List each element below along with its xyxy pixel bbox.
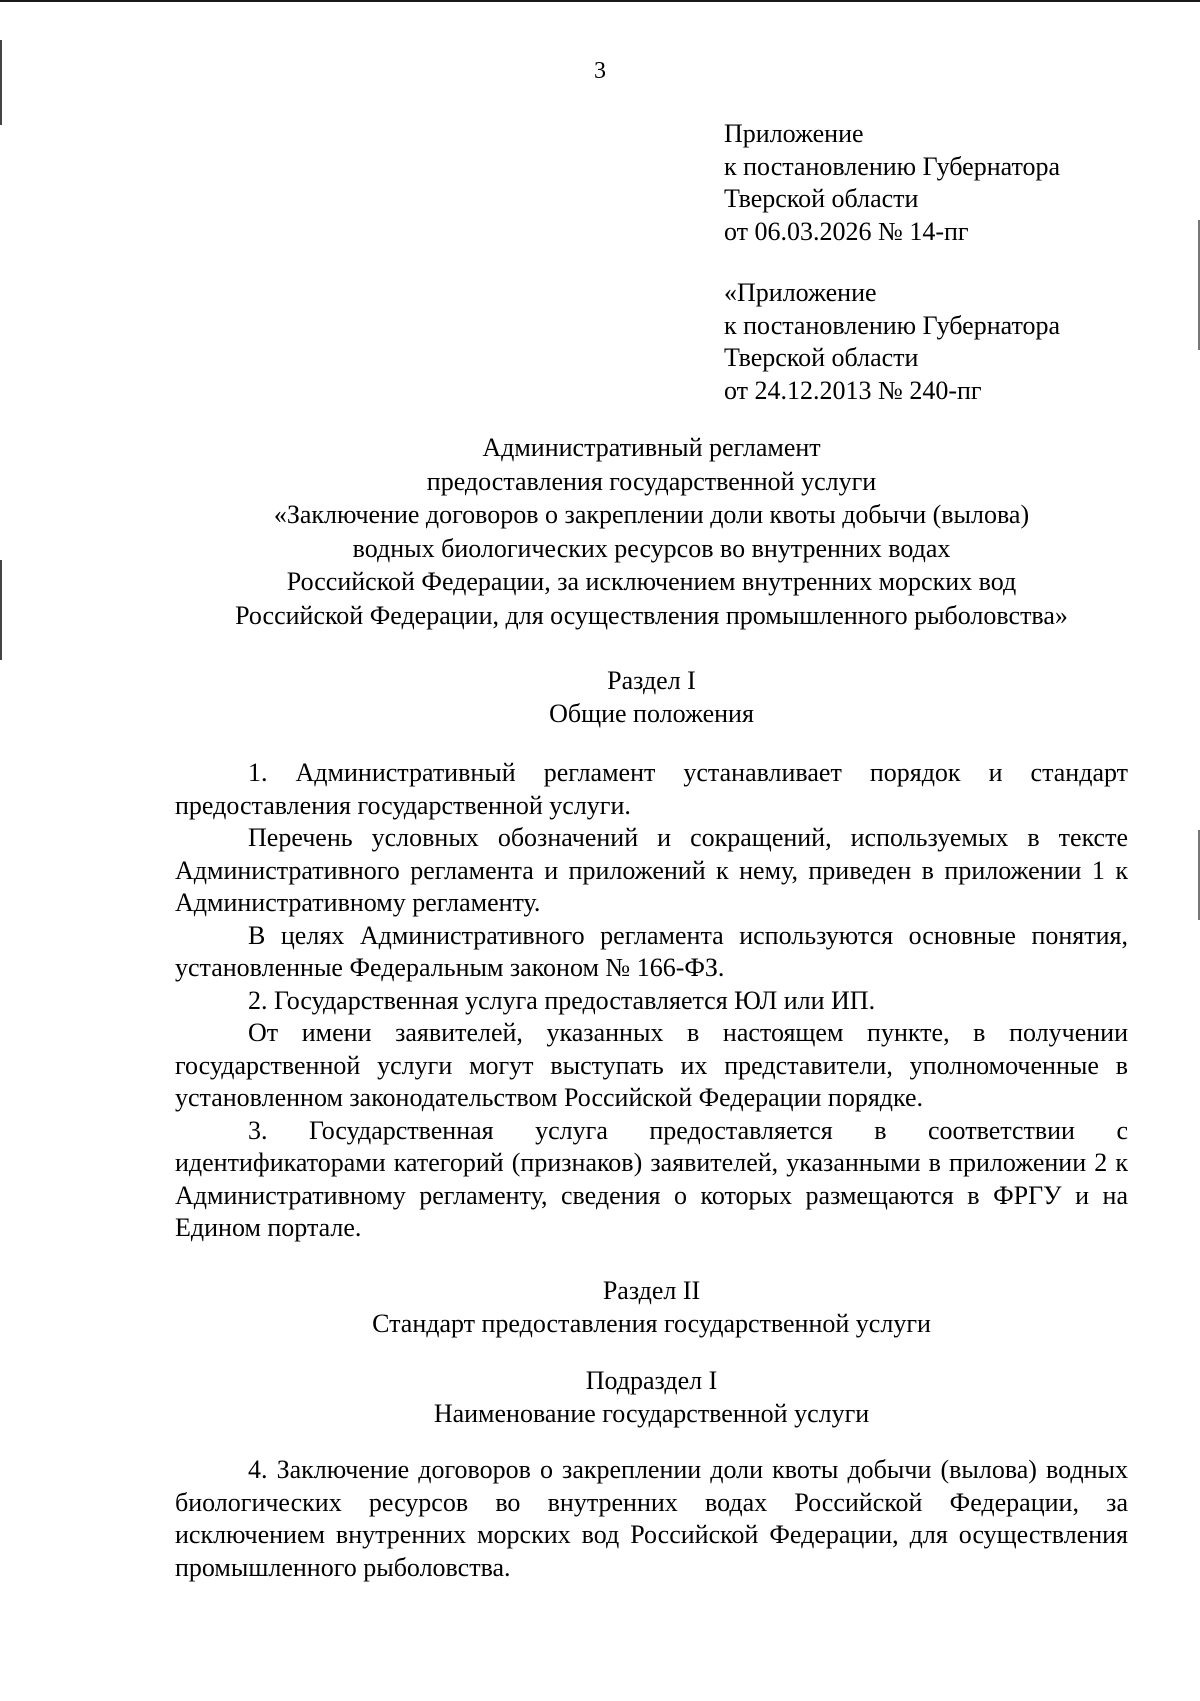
section1-body — [175, 757, 1128, 1245]
appendix-line: «Приложение — [724, 278, 877, 307]
subsection-title: Наименование государственной услуги — [433, 1399, 870, 1428]
section-label: Раздел II — [602, 1276, 701, 1305]
title-line: Российской Федерации, за исключением внутренних морских вод — [286, 567, 1017, 596]
scan-border-top — [0, 0, 1200, 2]
document-title — [175, 431, 1128, 632]
appendix-line: к постановлению Губернатора — [724, 151, 1061, 181]
page-number: 3 — [594, 58, 606, 84]
paragraph: В целях Административного регламента используются основные понятия, установленные Федеральным законом № 166-ФЗ. — [175, 920, 1128, 982]
paragraph: 1. Административный регламент устанавливает порядок и стандарт предоставления государственной услуги. — [175, 758, 1128, 820]
section2-heading — [175, 1274, 1128, 1340]
appendix-line: Тверской области — [724, 184, 919, 213]
section-title: Общие положения — [549, 699, 754, 728]
title-line: «Заключение договоров о закреплении доли квоты добычи (вылова) — [273, 500, 1030, 529]
appendix-line: Тверской области — [724, 343, 919, 372]
paragraph: От имени заявителей, указанных в настоящем пункте, в получении государственной услуги могут выступать их представители, уполномоченные в установленном законодательством Российской Федерации порядке. — [175, 1018, 1128, 1112]
subsection1-heading — [175, 1364, 1128, 1430]
appendix-line: Приложение — [724, 119, 864, 148]
title-line: Административный регламент — [482, 433, 821, 462]
appendix-line: от 24.12.2013 № 240-пг — [724, 375, 982, 405]
title-line: Российской Федерации, для осуществления промышленного рыболовства» — [235, 600, 1068, 630]
subsection1-body — [175, 1454, 1128, 1584]
scan-edge-left — [0, 560, 2, 660]
appendix-line: от 06.03.2026 № 14-пг — [724, 216, 969, 246]
appendix-line: к постановлению Губернатора — [724, 310, 1061, 340]
paragraph: 4. Заключение договоров о закреплении доли квоты добычи (вылова) водных биологических ресурсов во внутренних водах Российской Федерации, за исключением внутренних морских вод Российской Федерации, для осуществления промышленного рыболовства. — [175, 1455, 1128, 1582]
title-line: водных биологических ресурсов во внутренних водах — [352, 533, 951, 563]
subsection-label: Подраздел I — [585, 1366, 718, 1395]
appendix-current — [724, 118, 1060, 248]
title-line: предоставления государственной услуги — [426, 466, 877, 496]
section-title: Стандарт предоставления государственной услуги — [372, 1309, 931, 1338]
paragraph: 3. Государственная услуга предоставляется в соответствии с идентификаторами категорий (признаков) заявителей, указанными в приложении 2 к Административному регламенту, сведения о которых размещаются в ФРГУ и на Едином портале. — [175, 1115, 1128, 1242]
section1-heading — [175, 664, 1128, 730]
paragraph: 2. Государственная услуга предоставляется ЮЛ или ИП. — [248, 985, 876, 1015]
paragraph: Перечень условных обозначений и сокращений, используемых в тексте Административного регламента и приложений к нему, приведен в приложении 1 к Административному регламенту. — [175, 823, 1128, 917]
appendix-original — [724, 277, 1060, 407]
section-label: Раздел I — [607, 666, 696, 695]
